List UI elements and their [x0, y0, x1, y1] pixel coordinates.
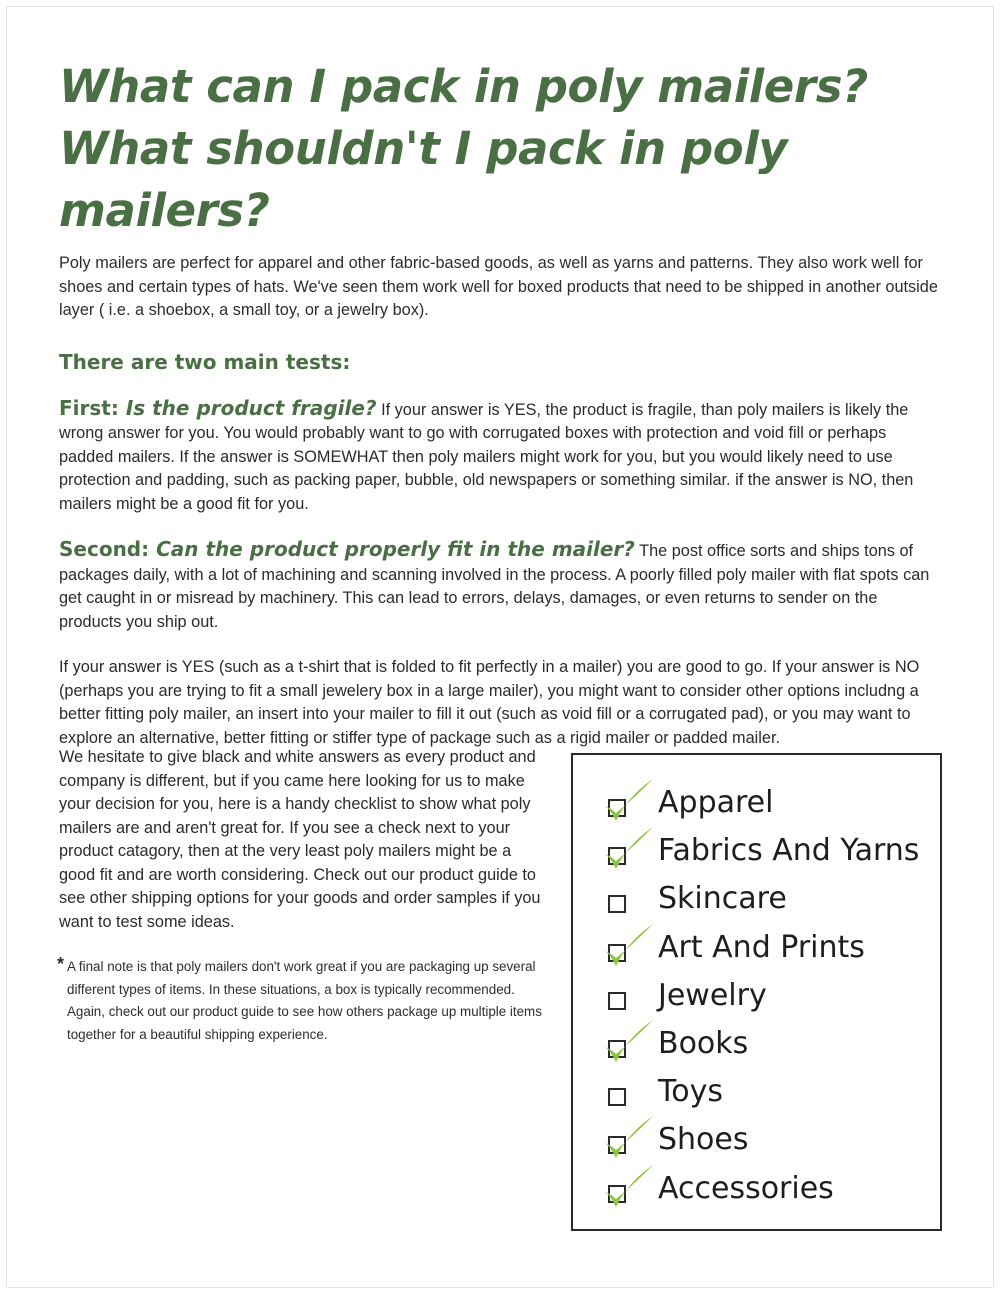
- final-note: [59, 956, 544, 1046]
- checklist-item-apparel: [603, 779, 933, 827]
- fit-paragraph: If your answer is YES (such as a t-shirt that is folded to fit perfectly in a mailer) you are good to go. If your answer is NO (perhaps you are trying to fit a small jewelery box in a large mailer), you might want to consider other options includng a better fitting poly mailer, an insert into your mailer to fill it out (such as void fill or a corrugated pad), or you may want to explore an alternative, better fitting or stiffer type of package such as a rigid mailer or padded mailer.: [59, 658, 920, 747]
- checklist-item-books: [603, 1020, 933, 1068]
- page-title: [59, 56, 944, 242]
- checkmark-icon: [603, 1165, 663, 1213]
- checkbox-square: [608, 895, 626, 913]
- first-test-body: If your answer is YES, the product is fragile, than poly mailers is likely the wrong answer for you. You would probably want to go with corrugated boxes with protection and void fill or perhaps padded mailers. If the answer is SOMEWHAT then poly mailers might work for you, but you would likely need to use protection and padding, such as packing paper, bubble, old newspapers or something similar. if the answer is NO, then mailers might be a good fit for you.: [59, 400, 914, 513]
- checklist-item-jewelry: [603, 972, 933, 1020]
- checklist-item-toys: [603, 1068, 933, 1116]
- checklist-item-label: Books: [658, 1026, 749, 1061]
- checkmark-icon: [603, 924, 663, 972]
- checklist-item-label: Shoes: [658, 1122, 749, 1158]
- checkmark-icon: [603, 1116, 663, 1164]
- second-test-body: The post office sorts and ships tons of packages daily, with a lot of machining and scanning involved in the process. A poorly filled poly mailer with flat spots can get caught in or misread by machinery. This can lead to errors, delays, damages, or even returns to sender on the products you ship out.: [59, 542, 930, 631]
- second-test-prefix: Second:: [59, 537, 157, 561]
- tests-heading: There are two main tests:: [59, 349, 351, 374]
- checkbox-square: [608, 992, 626, 1010]
- checklist-item-label: Accessories: [658, 1170, 834, 1206]
- checklist-item-label: Art And Prints: [658, 929, 865, 965]
- checklist-item-label: Apparel: [658, 785, 774, 820]
- checklist-item-fabrics-and-yarns: [603, 827, 933, 875]
- first-test-lead: [59, 396, 377, 420]
- checklist-paragraph: We hesitate to give black and white answers as every product and company is different, but if you came here looking for us to make your decision for you, here is a handy checklist to show what poly mailers are and aren't great for. If you see a check next to your product catagory, then at the very least poly mailers might be a good fit and are worth considering. Check out our product guide to see other shipping options for your goods and order samples if you want to test some ideas.: [59, 748, 541, 931]
- title-line-2: What shouldn't I pack in poly mailers?: [59, 122, 788, 237]
- checklist-item-shoes: [603, 1116, 933, 1164]
- checklist-item-label: Toys: [658, 1074, 723, 1110]
- checkmark-icon: [603, 779, 663, 827]
- first-test-prefix: First:: [59, 395, 126, 420]
- second-test-question: Can the product properly fit in the mailer?: [156, 537, 635, 561]
- title-line-1: What can I pack in poly mailers?: [59, 60, 868, 113]
- checklist-item-label: Skincare: [658, 881, 787, 917]
- second-test-lead: [59, 537, 635, 561]
- checklist-item-label: Jewelry: [658, 977, 767, 1013]
- product-checklist: [571, 753, 942, 1231]
- checkmark-icon: [603, 827, 663, 875]
- second-test: [59, 538, 944, 634]
- lower-left-column: [59, 746, 544, 1046]
- intro-paragraph: Poly mailers are perfect for apparel and other fabric-based goods, as well as yarns and patterns. They also work well for shoes and certain types of hats. We've seen them work well for boxed products that need to be shipped in another outside layer ( i.e. a shoebox, a small toy, or a jewelry box).: [59, 254, 938, 319]
- checklist-item-label: Fabrics And Yarns: [658, 833, 920, 869]
- first-test-question: Is the product fragile?: [125, 395, 377, 420]
- main-content: [59, 56, 944, 750]
- checklist-item-skincare: [603, 875, 933, 923]
- asterisk: *: [57, 954, 65, 974]
- checkbox-square: [608, 1088, 626, 1106]
- checklist-item-art-and-prints: [603, 924, 933, 972]
- first-test: [59, 397, 944, 517]
- final-note-text: A final note is that poly mailers don't work great if you are packaging up several different types of items. In these situations, a box is typically recommended. Again, check out our product guide to see how others package up multiple items together for a beautiful shipping experience.: [67, 959, 542, 1042]
- checkmark-icon: [603, 1020, 663, 1068]
- checklist-item-accessories: [603, 1165, 933, 1213]
